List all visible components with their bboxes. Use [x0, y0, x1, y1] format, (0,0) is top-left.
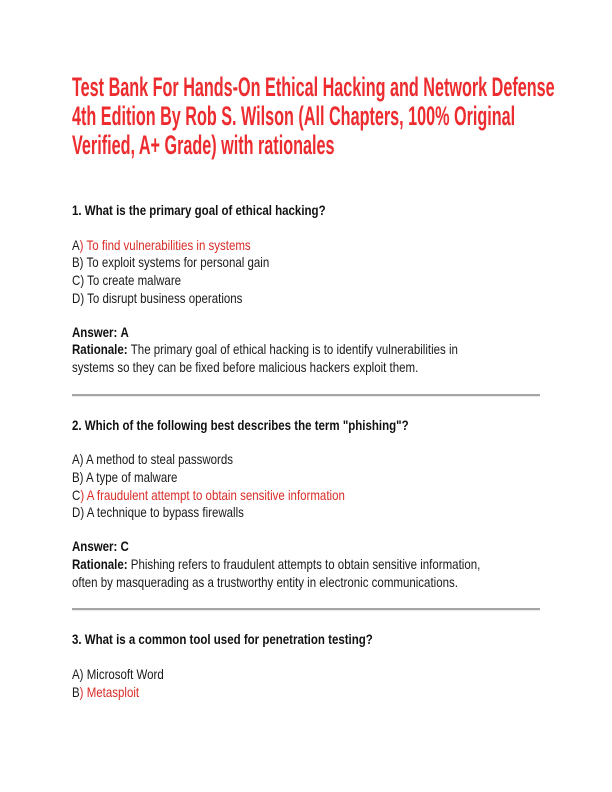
- option-letter: A: [72, 451, 80, 468]
- option-text: ) A fraudulent attempt to obtain sensitive information: [80, 486, 345, 503]
- question-block-1: [72, 202, 540, 377]
- answer-block: [72, 324, 540, 377]
- answer-line: [72, 538, 540, 556]
- option-text: ) To exploit systems for personal gain: [79, 254, 270, 271]
- option-text: ) A type of malware: [79, 469, 178, 486]
- option-line: [72, 487, 540, 505]
- question-heading: 3. What is a common tool used for penetration testing?: [72, 631, 373, 648]
- options-list: [72, 237, 540, 308]
- option-letter: A: [72, 665, 80, 682]
- option-letter: D: [72, 504, 81, 521]
- rationale-text: Phishing refers to fraudulent attempts to obtain sensitive information,: [130, 555, 481, 572]
- option-line: [72, 272, 540, 290]
- rationale-text: The primary goal of ethical hacking is to identify vulnerabilities in: [130, 341, 458, 358]
- title-line: Test Bank For Hands-On Ethical Hacking and Network Defense: [72, 72, 555, 102]
- rationale-line: often by masquerading as a trustworthy entity in electronic communications.: [72, 573, 458, 590]
- option-text: ) A technique to bypass firewalls: [80, 504, 244, 521]
- document-content: [72, 0, 555, 701]
- question-heading: 2. Which of the following best describes the term "phishing"?: [72, 416, 409, 433]
- section-divider: [72, 394, 540, 397]
- option-line: [72, 254, 540, 272]
- option-letter: B: [72, 469, 80, 486]
- option-text: ) A method to steal passwords: [79, 451, 234, 468]
- title-line: 4th Edition By Rob S. Wilson (All Chapters, 100% Original: [72, 101, 516, 131]
- answer-block: [72, 538, 540, 591]
- option-text: ) To disrupt business operations: [80, 289, 243, 306]
- option-text: ) To create malware: [80, 272, 182, 289]
- option-line: [72, 684, 540, 702]
- answer-value: C: [120, 538, 129, 555]
- option-line: [72, 290, 540, 308]
- option-letter: C: [72, 272, 81, 289]
- rationale-line: [72, 556, 540, 574]
- answer-value: A: [120, 323, 129, 340]
- question-block-2: [72, 417, 540, 592]
- option-text: ) To find vulnerabilities in systems: [79, 236, 251, 253]
- question-block-3: [72, 631, 540, 701]
- section-divider: [72, 608, 540, 611]
- document-title: [72, 73, 587, 160]
- option-line: [72, 451, 540, 469]
- rationale-line: systems so they can be fixed before malicious hackers exploit them.: [72, 358, 419, 375]
- answer-line: [72, 324, 540, 342]
- rationale-label: Rationale:: [72, 555, 128, 572]
- rationale-label: Rationale:: [72, 341, 128, 358]
- option-letter: D: [72, 289, 81, 306]
- option-letter: B: [72, 683, 80, 700]
- option-line: [72, 666, 540, 684]
- options-list: [72, 451, 540, 522]
- option-letter: C: [72, 486, 81, 503]
- option-text: ) Microsoft Word: [79, 665, 164, 682]
- option-line: [72, 237, 540, 255]
- title-line: Verified, A+ Grade) with rationales: [72, 130, 335, 160]
- options-list: [72, 666, 540, 701]
- rationale-line: [72, 341, 540, 359]
- option-line: [72, 504, 540, 522]
- answer-label: Answer:: [72, 538, 118, 555]
- question-heading: 1. What is the primary goal of ethical hacking?: [72, 202, 326, 218]
- option-letter: B: [72, 254, 80, 271]
- option-line: [72, 469, 540, 487]
- option-letter: A: [72, 236, 80, 253]
- option-text: ) Metasploit: [79, 683, 140, 700]
- answer-label: Answer:: [72, 323, 118, 340]
